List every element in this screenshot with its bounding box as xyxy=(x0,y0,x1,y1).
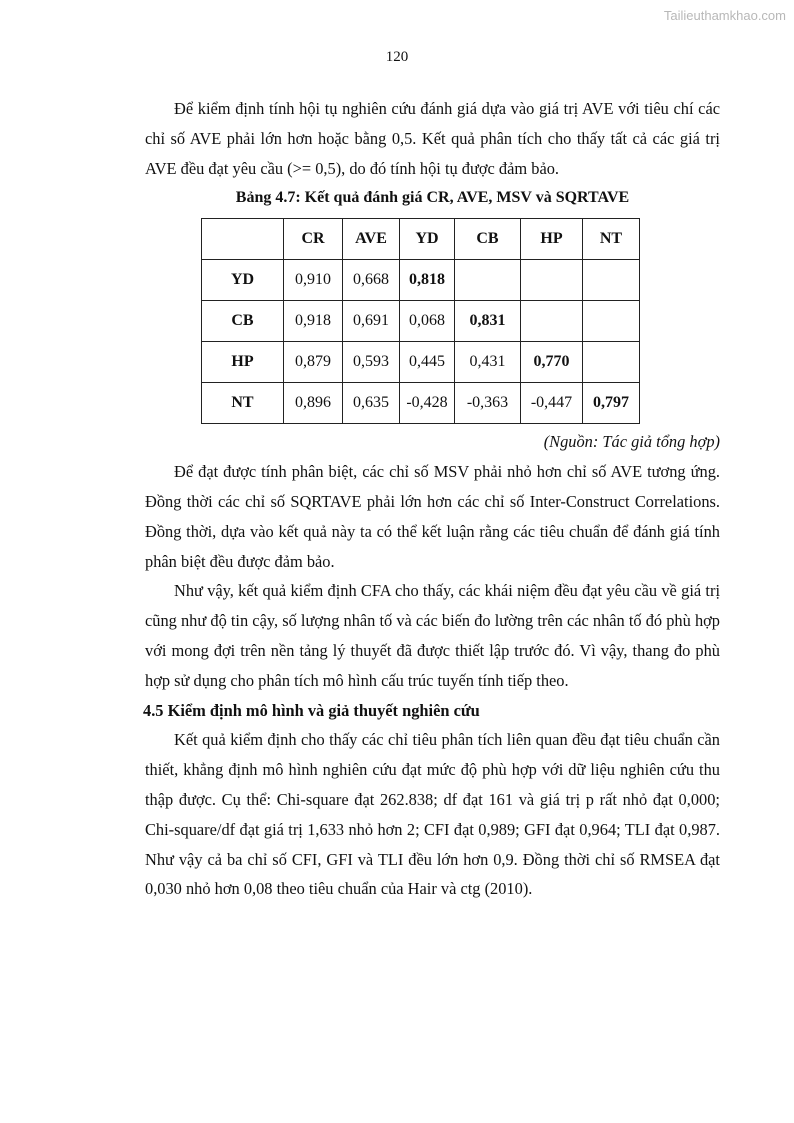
table-caption: Bảng 4.7: Kết quả đánh giá CR, AVE, MSV và SQRTAVE xyxy=(235,189,630,207)
table-cell: -0,363 xyxy=(455,383,521,424)
paragraph-model-fit: Kết quả kiểm định cho thấy các chỉ tiêu phân tích liên quan đều đạt tiêu chuẩn cần thiết, khẳng định mô hình nghiên cứu đạt mức độ phù hợp với dữ liệu nghiên cứu thu thập được. Cụ thể: Chi-square đạt 262.838; df đạt 161 và giá trị p rất nhỏ đạt 0,000; Chi-square/df đạt giá trị 1,633 nhỏ hơn 2; CFI đạt 0,989; GFI đạt 0,964; TLI đạt 0,987. Như vậy cả ba chỉ số CFI, GFI và TLI đều lớn hơn 0,9. Đồng thời chỉ số RMSEA đạt 0,030 nhỏ hơn 0,08 theo tiêu chuẩn của Hair và ctg (2010). xyxy=(145,730,720,899)
row-label: CB xyxy=(202,301,284,342)
table-cell xyxy=(521,260,583,301)
table-cell-diagonal: 0,770 xyxy=(521,342,583,383)
table-cell: 0,691 xyxy=(343,301,400,342)
table-row xyxy=(202,301,640,342)
table-cell: 0,593 xyxy=(343,342,400,383)
table-cell xyxy=(583,301,640,342)
table-cell: 0,431 xyxy=(455,342,521,383)
table-cell-diagonal: 0,831 xyxy=(455,301,521,342)
paragraph-convergent-validity: Để kiểm định tính hội tụ nghiên cứu đánh giá dựa vào giá trị AVE với tiêu chí các chỉ số AVE phải lớn hơn hoặc bằng 0,5. Kết quả phân tích cho thấy tất cả các giá trị AVE đều đạt yêu cầu (>= 0,5), do đó tính hội tụ được đảm bảo. xyxy=(145,99,720,178)
table-header-row xyxy=(202,219,640,260)
header-cell-cb: CB xyxy=(455,219,521,260)
paragraph-cfa-conclusion: Như vậy, kết quả kiểm định CFA cho thấy, các khái niệm đều đạt yêu cầu về giá trị cũng như độ tin cậy, số lượng nhân tố và các biến đo lường trên các nhân tố đó phù hợp với mong đợi trên nền tảng lý thuyết đã được thiết lập trước đó. Vì vậy, thang đo phù hợp sử dụng cho phân tích mô hình cấu trúc tuyến tính tiếp theo. xyxy=(145,581,720,690)
watermark: Tailieuthamkhao.com xyxy=(663,8,786,23)
table-row xyxy=(202,260,640,301)
row-label: HP xyxy=(202,342,284,383)
row-label: YD xyxy=(202,260,284,301)
table-cell: 0,896 xyxy=(284,383,343,424)
paragraph-discriminant-validity: Để đạt được tính phân biệt, các chỉ số MSV phải nhỏ hơn chỉ số AVE tương ứng. Đồng thời các chỉ số SQRTAVE phải lớn hơn các chỉ số Inter-Construct Correlations. Đồng thời, dựa vào kết quả này ta có thể kết luận rằng các tiêu chuẩn để đánh giá tính phân biệt đều được đảm bảo. xyxy=(145,462,720,571)
header-cell-ave: AVE xyxy=(343,219,400,260)
table-row xyxy=(202,383,640,424)
table-cell xyxy=(455,260,521,301)
table-cell: 0,918 xyxy=(284,301,343,342)
document-body xyxy=(145,94,720,904)
header-cell-yd: YD xyxy=(400,219,455,260)
header-cell-hp: HP xyxy=(521,219,583,260)
table-cell-diagonal: 0,818 xyxy=(400,260,455,301)
table-cell: 0,635 xyxy=(343,383,400,424)
table-cell xyxy=(583,260,640,301)
table-cell: 0,668 xyxy=(343,260,400,301)
table-cell-diagonal: 0,797 xyxy=(583,383,640,424)
header-cell-empty xyxy=(202,219,284,260)
header-cell-cr: CR xyxy=(284,219,343,260)
header-cell-nt: NT xyxy=(583,219,640,260)
table-cell: -0,447 xyxy=(521,383,583,424)
row-label: NT xyxy=(202,383,284,424)
section-heading: 4.5 Kiểm định mô hình và giả thuyết nghiên cứu xyxy=(143,700,480,720)
table-cell: 0,910 xyxy=(284,260,343,301)
table-cell xyxy=(521,301,583,342)
table-cell: 0,445 xyxy=(400,342,455,383)
page-number: 120 xyxy=(385,49,409,65)
results-table xyxy=(201,218,640,424)
table-row xyxy=(202,342,640,383)
table-source: (Nguồn: Tác giả tổng hợp) xyxy=(543,432,720,452)
table-cell: -0,428 xyxy=(400,383,455,424)
table-cell: 0,068 xyxy=(400,301,455,342)
table-cell xyxy=(583,342,640,383)
table-cell: 0,879 xyxy=(284,342,343,383)
